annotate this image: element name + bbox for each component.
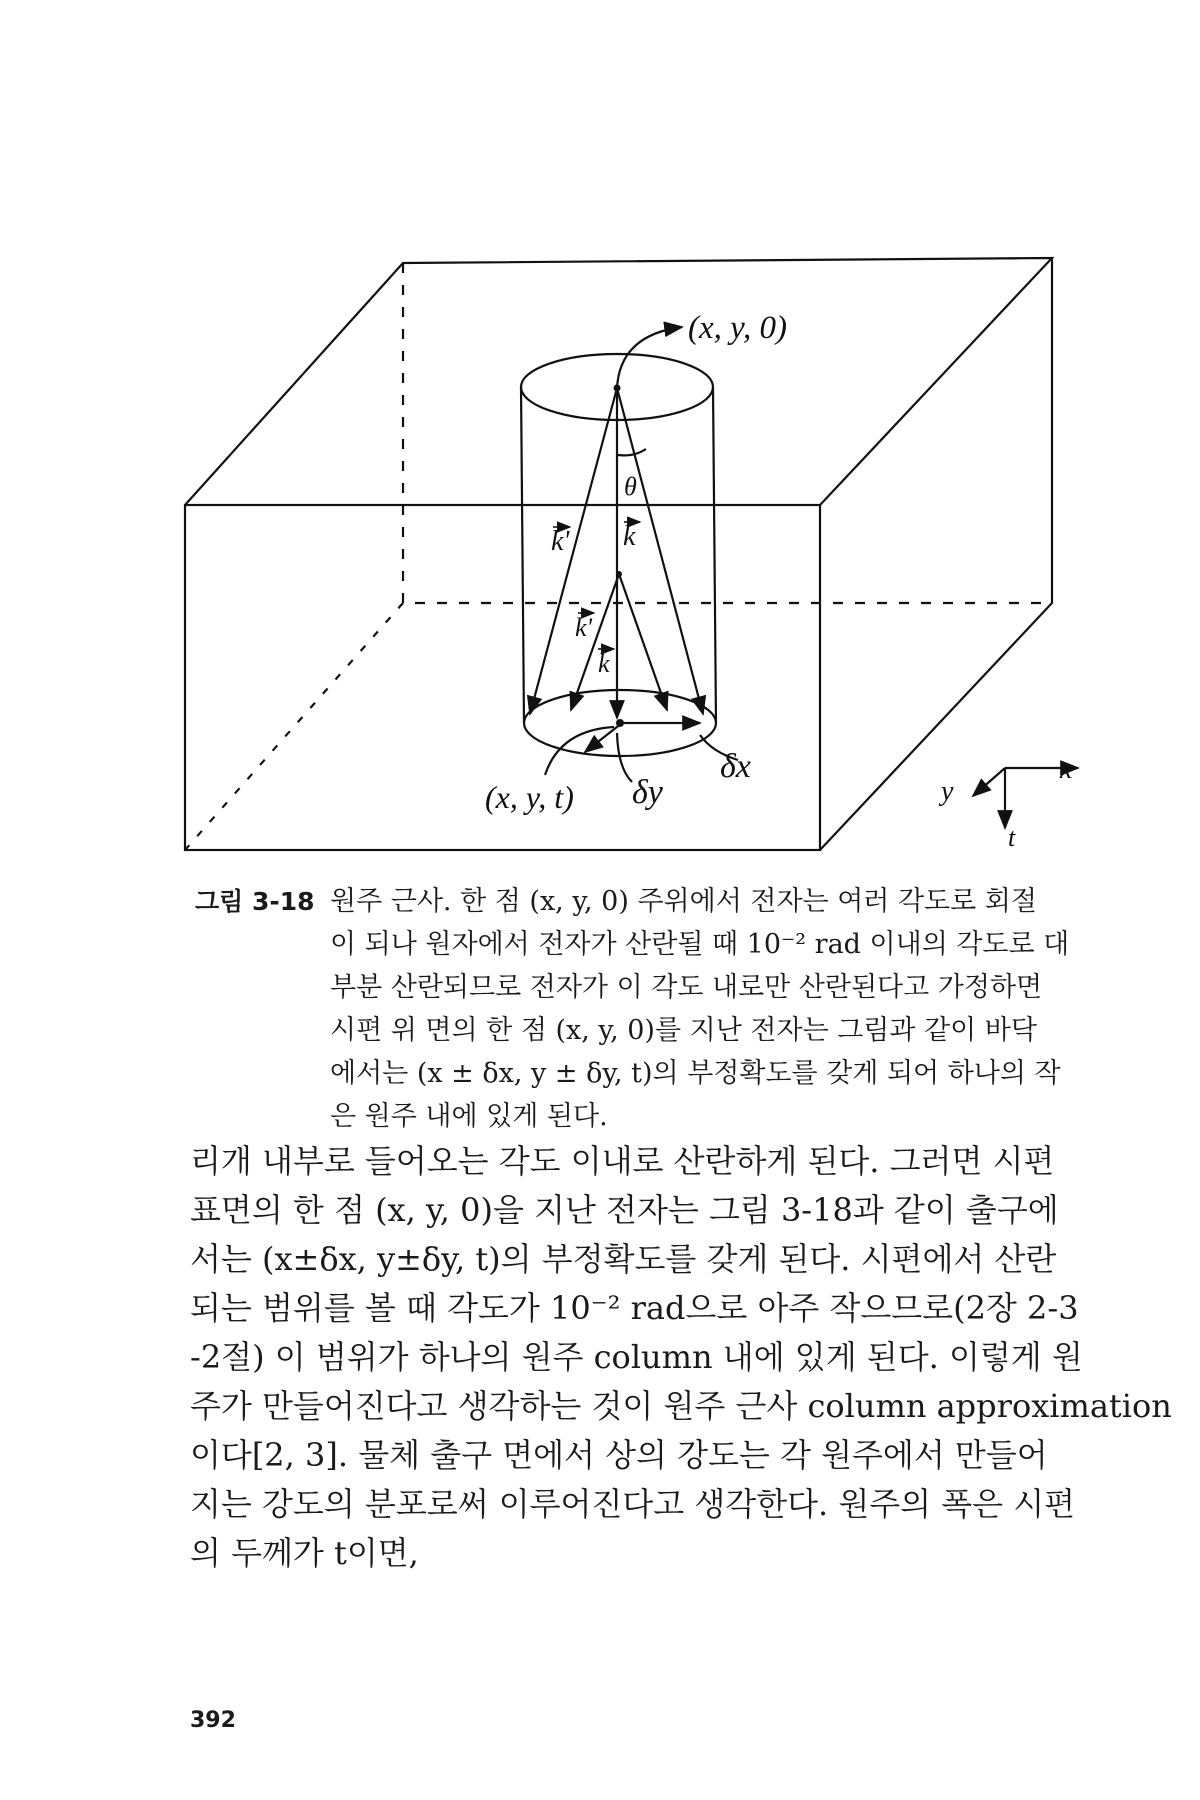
label-axis-t: t bbox=[1008, 823, 1016, 852]
body-line: 서는 (x±δx, y±δy, t)의 부정확도를 갖게 된다. 시편에서 산란 bbox=[190, 1240, 1057, 1278]
top-point-dot bbox=[614, 385, 621, 392]
label-k-prime-lower: k' bbox=[575, 613, 593, 642]
label-k-upper: k bbox=[623, 521, 636, 552]
mid-point-dot bbox=[616, 571, 622, 577]
label-axis-y: y bbox=[941, 776, 954, 807]
body-line: 지는 강도의 분포로써 이루어진다고 생각한다. 원주의 폭은 시편 bbox=[190, 1485, 1076, 1523]
caption-line: 원주 근사. 한 점 (x, y, 0) 주위에서 전자는 여러 각도로 회절 bbox=[330, 886, 1037, 917]
delta-y-leader bbox=[617, 733, 632, 782]
cylinder-left-side bbox=[521, 387, 524, 723]
bottom-point-dot bbox=[616, 719, 624, 727]
label-axis-x: x bbox=[1060, 754, 1073, 785]
body-line: 표면의 한 점 (x, y, 0)을 지난 전자는 그림 3-18과 같이 출구에 bbox=[190, 1191, 1059, 1229]
label-theta: θ bbox=[624, 472, 637, 501]
body-line: 주가 만들어진다고 생각하는 것이 원주 근사 column approximation bbox=[190, 1387, 1172, 1425]
bottom-point-leader bbox=[545, 727, 614, 775]
body-line: 리개 내부로 들어오는 각도 이내로 산란하게 된다. 그러면 시편 bbox=[190, 1142, 1055, 1180]
body-line: 되는 범위를 볼 때 각도가 10⁻² rad으로 아주 작으므로(2장 2-3 bbox=[190, 1289, 1079, 1327]
caption-line: 부분 산란되므로 전자가 이 각도 내로만 산란된다고 가정하면 bbox=[330, 972, 1043, 1003]
label-k-lower: k bbox=[598, 649, 610, 678]
cylinder-right-side bbox=[713, 387, 716, 723]
body-line: -2절) 이 범위가 하나의 원주 column 내에 있게 된다. 이렇게 원 bbox=[190, 1338, 1083, 1376]
page-number: 392 bbox=[190, 1708, 236, 1733]
caption-line: 에서는 (x ± δx, y ± δy, t)의 부정확도를 갖게 되어 하나의 작 bbox=[330, 1058, 1061, 1089]
label-delta-x: δx bbox=[720, 748, 751, 785]
theta-arc bbox=[618, 449, 646, 455]
figure-drawing bbox=[0, 0, 1200, 880]
label-top-point: (x, y, 0) bbox=[688, 310, 787, 346]
label-bottom-point: (x, y, t) bbox=[485, 779, 574, 815]
caption-line: 시편 위 면의 한 점 (x, y, 0)를 지난 전자는 그림과 같이 바닥 bbox=[330, 1015, 1037, 1046]
caption-line: 은 원주 내에 있게 된다. bbox=[330, 1101, 608, 1132]
box-right-face bbox=[820, 258, 1052, 850]
body-paragraph bbox=[190, 1137, 1172, 1578]
column-approximation-figure bbox=[0, 0, 1200, 880]
body-line: 의 두께가 t이면, bbox=[190, 1534, 419, 1572]
body-line: 이다[2, 3]. 물체 출구 면에서 상의 강도는 각 원주에서 만들어 bbox=[190, 1436, 1048, 1474]
label-k-prime-upper: k' bbox=[551, 526, 570, 557]
y-axis-arrow bbox=[973, 768, 1005, 796]
caption-label: 그림 3-18 bbox=[195, 887, 315, 916]
box-hidden-diagonal bbox=[185, 603, 403, 850]
caption-text bbox=[330, 880, 1080, 1138]
caption-line: 이 되나 원자에서 전자가 산란될 때 10⁻² rad 이내의 각도로 대 bbox=[330, 929, 1070, 960]
label-delta-y: δy bbox=[632, 774, 663, 811]
top-point-leader bbox=[617, 327, 682, 388]
